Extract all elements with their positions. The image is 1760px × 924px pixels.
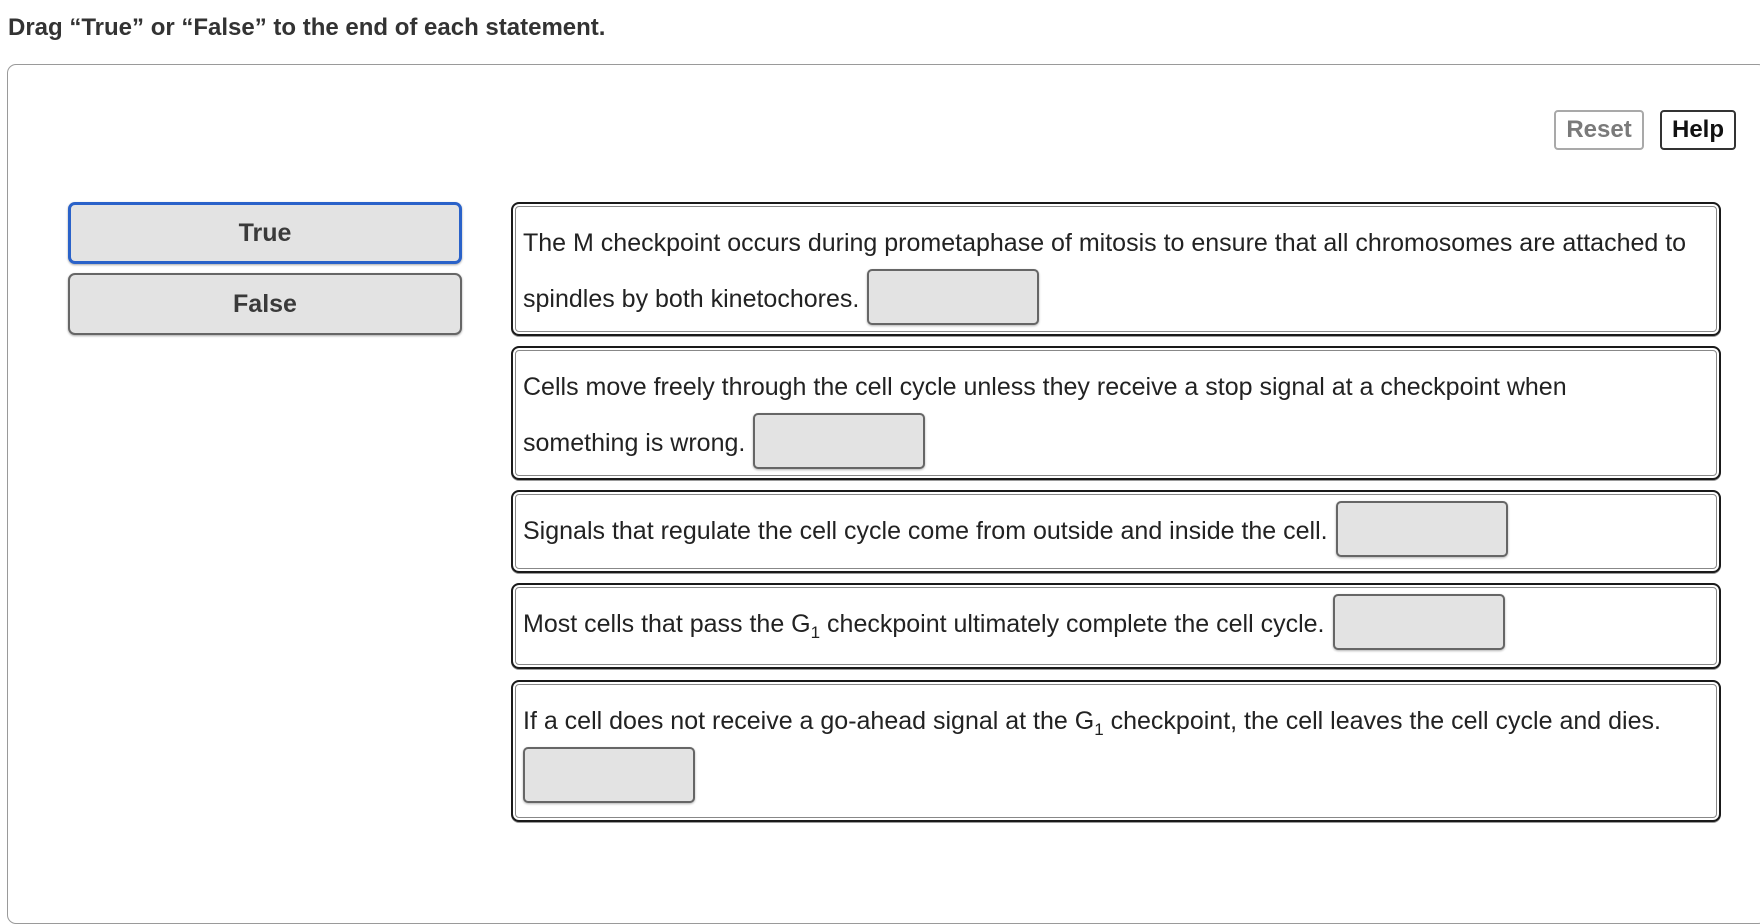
drop-target-2[interactable] [753,413,925,469]
drop-target-5[interactable] [523,747,695,803]
statement-5 [511,680,1721,822]
statement-3-text: Signals that regulate the cell cycle come from outside and inside the cell. [523,517,1328,545]
help-button[interactable]: Help [1660,110,1736,150]
drop-target-4[interactable] [1333,594,1505,650]
statement-4 [511,583,1721,669]
statement-2 [511,346,1721,480]
drop-target-3[interactable] [1336,501,1508,557]
drop-target-1[interactable] [867,269,1039,325]
false-tile[interactable]: False [68,273,462,335]
instruction-heading: Drag “True” or “False” to the end of each statement. [8,14,606,41]
true-tile[interactable]: True [68,202,462,264]
statement-3 [511,490,1721,573]
statement-4-text: Most cells that pass the $G_1$ checkpoint ultimately complete the cell cycle. [523,610,1325,642]
statement-1-text: The M checkpoint occurs during prometaphase of mitosis to ensure that all chromosomes are attached to spindles by both kinetochores. [523,229,1687,313]
statement-2-text: Cells move freely through the cell cycle unless they receive a stop signal at a checkpoint when something is wrong. [523,373,1567,457]
statement-1 [511,202,1721,336]
statement-5-text: If a cell does not receive a go-ahead signal at the $G_1$ checkpoint, the cell leaves the cell cycle and dies. [523,707,1661,739]
reset-button[interactable]: Reset [1554,110,1644,150]
